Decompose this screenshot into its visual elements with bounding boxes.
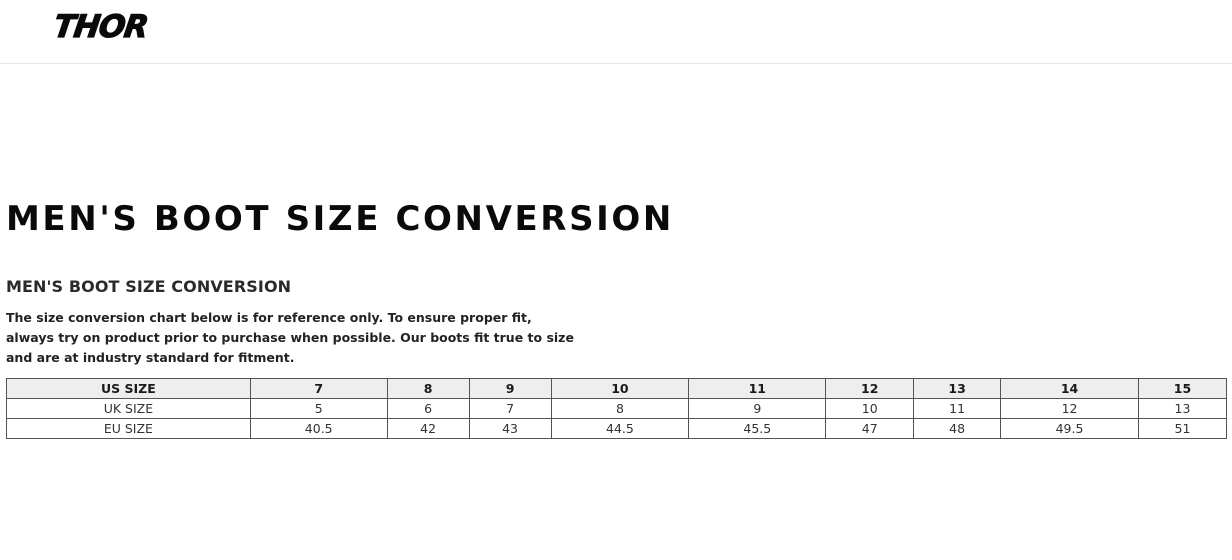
table-cell: 48 bbox=[914, 419, 1001, 439]
table-cell: 12 bbox=[1001, 399, 1139, 419]
table-cell: 45.5 bbox=[689, 419, 826, 439]
table-cell: 10 bbox=[551, 379, 689, 399]
table-row-eu-size bbox=[7, 419, 1227, 439]
table-cell: 15 bbox=[1138, 379, 1226, 399]
table-cell: 47 bbox=[826, 419, 914, 439]
table-cell: 8 bbox=[551, 399, 689, 419]
table-cell: 8 bbox=[387, 379, 469, 399]
row-label: US SIZE bbox=[7, 379, 251, 399]
row-label: UK SIZE bbox=[7, 399, 251, 419]
table-cell: 12 bbox=[826, 379, 914, 399]
size-conversion-table bbox=[6, 378, 1227, 439]
table-cell: 13 bbox=[1138, 399, 1226, 419]
table-cell: 43 bbox=[469, 419, 551, 439]
table-cell: 51 bbox=[1138, 419, 1226, 439]
table-cell: 11 bbox=[914, 399, 1001, 419]
table-cell: 6 bbox=[387, 399, 469, 419]
table-row-uk-size bbox=[7, 399, 1227, 419]
table-cell: 5 bbox=[250, 399, 387, 419]
table-cell: 10 bbox=[826, 399, 914, 419]
section-title: MEN'S BOOT SIZE CONVERSION bbox=[6, 277, 292, 296]
thor-logo[interactable]: THOR bbox=[51, 9, 150, 45]
table-cell: 49.5 bbox=[1001, 419, 1139, 439]
row-label: EU SIZE bbox=[7, 419, 251, 439]
size-chart-description: The size conversion chart below is for reference only. To ensure proper fit, always try on product prior to purchase when possible. Our boots fit true to size and are at industry standard for fitment. bbox=[6, 310, 574, 365]
table-cell: 9 bbox=[689, 399, 826, 419]
table-cell: 14 bbox=[1001, 379, 1139, 399]
table-cell: 11 bbox=[689, 379, 826, 399]
site-header bbox=[0, 0, 1232, 64]
table-cell: 42 bbox=[387, 419, 469, 439]
table-row-us-size bbox=[7, 379, 1227, 399]
page-title: MEN'S BOOT SIZE CONVERSION bbox=[6, 199, 674, 239]
table-cell: 7 bbox=[469, 399, 551, 419]
table-cell: 44.5 bbox=[551, 419, 689, 439]
table-cell: 40.5 bbox=[250, 419, 387, 439]
table-cell: 7 bbox=[250, 379, 387, 399]
table-cell: 9 bbox=[469, 379, 551, 399]
table-cell: 13 bbox=[914, 379, 1001, 399]
